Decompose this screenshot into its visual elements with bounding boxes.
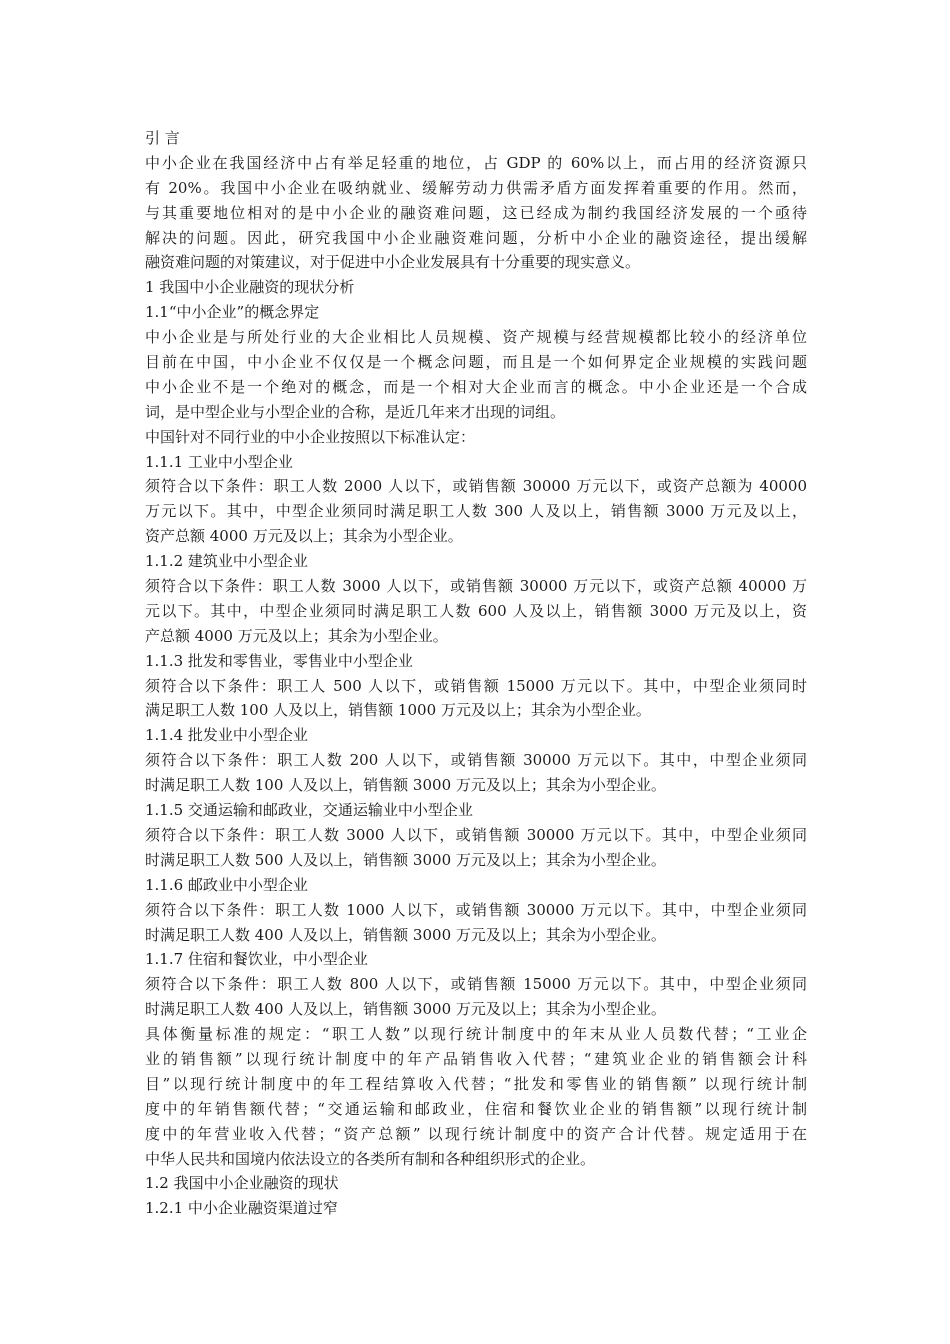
text-line: 元以下。其中，中型企业须同时满足职工人数 600 人及以上，销售额 3000 万元及以上，资 xyxy=(145,601,807,620)
text-line: 融资难问题的对策建议，对于促进中小企业发展具有十分重要的现实意义。 xyxy=(145,253,641,272)
text-line: 须符合以下条件：职工人数 3000 人以下，或销售额 30000 万元以下，或资产总额 40000 万 xyxy=(145,577,807,596)
text-line: 时满足职工人数 400 人及以上，销售额 3000 万元及以上；其余为小型企业。 xyxy=(145,1000,666,1019)
text-line: 1.1.7 住宿和餐饮业，中小型企业 xyxy=(145,950,368,969)
text-line: 1.1.6 邮政业中小型企业 xyxy=(145,875,308,894)
text-line: 万元以下。其中，中型企业须同时满足职工人数 300 人及以上，销售额 3000 万元及以上， xyxy=(145,502,807,521)
text-line: 须符合以下条件：职工人数 2000 人以下，或销售额 30000 万元以下，或资产总额为 40000 xyxy=(145,477,807,496)
text-line: 业的销售额”以现行统计制度中的年产品销售收入代替；“建筑业企业的销售额会计科 xyxy=(145,1049,807,1068)
text-line: 目”以现行统计制度中的年工程结算收入代替；“批发和零售业的销售额” 以现行统计制 xyxy=(145,1074,807,1093)
text-line: 1.1.3 批发和零售业，零售业中小型企业 xyxy=(145,651,413,670)
text-line: 引 言 xyxy=(145,129,180,147)
text-line: 须符合以下条件：职工人数 3000 人以下，或销售额 30000 万元以下。其中，中型企业须同 xyxy=(145,825,807,844)
text-line: 1.1“中小企业”的概念界定 xyxy=(145,303,320,322)
text-line: 须符合以下条件：职工人数 800 人以下，或销售额 15000 万元以下。其中，中型企业须同 xyxy=(145,975,807,994)
text-line: 中华人民共和国境内依法设立的各类所有制和各种组织形式的企业。 xyxy=(145,1149,596,1168)
text-line: 产总额 4000 万元及以上；其余为小型企业。 xyxy=(145,626,448,645)
text-line: 有 20%。我国中小企业在吸纳就业、缓解劳动力供需矛盾方面发挥着重要的作用。然而， xyxy=(145,178,807,197)
text-line: 中小企业在我国经济中占有举足轻重的地位，占 GDP 的 60%以上，而占用的经济资源只 xyxy=(145,153,807,172)
text-line: 词，是中型企业与小型企业的合称，是近几年来才出现的词组。 xyxy=(145,402,566,421)
text-line: 1.1.1 工业中小型企业 xyxy=(145,452,293,471)
text-line: 与其重要地位相对的是中小企业的融资难问题，这已经成为制约我国经济发展的一个亟待 xyxy=(145,203,807,222)
text-line: 目前在中国，中小企业不仅仅是一个概念问题，而且是一个如何界定企业规模的实践问题 xyxy=(145,353,807,372)
text-line: 资产总额 4000 万元及以上；其余为小型企业。 xyxy=(145,527,463,546)
text-line: 时满足职工人数 400 人及以上，销售额 3000 万元及以上；其余为小型企业。 xyxy=(145,925,666,944)
text-line: 1.2 我国中小企业融资的现状 xyxy=(145,1174,339,1193)
text-line: 中小企业是与所处行业的大企业相比人员规模、资产规模与经营规模都比较小的经济单位 xyxy=(145,328,807,347)
text-line: 1.1.2 建筑业中小型企业 xyxy=(145,552,308,571)
text-line: 须符合以下条件：职工人数 200 人以下，或销售额 30000 万元以下。其中，中型企业须同 xyxy=(145,751,807,770)
text-line: 中国针对不同行业的中小企业按照以下标准认定： xyxy=(145,427,476,446)
text-line: 须符合以下条件：职工人数 1000 人以下，或销售额 30000 万元以下。其中，中型企业须同 xyxy=(145,900,807,919)
text-line: 度中的年营业收入代替；“资产总额” 以现行统计制度中的资产合计代替。规定适用于在 xyxy=(145,1124,807,1143)
text-line: 具体衡量标准的规定：“职工人数”以现行统计制度中的年末从业人员数代替；“工业企 xyxy=(145,1025,807,1044)
text-line: 1 我国中小企业融资的现状分析 xyxy=(145,278,355,297)
text-line: 时满足职工人数 500 人及以上，销售额 3000 万元及以上；其余为小型企业。 xyxy=(145,850,666,869)
text-line: 1.1.4 批发业中小型企业 xyxy=(145,726,308,745)
text-line: 满足职工人数 100 人及以上，销售额 1000 万元及以上；其余为小型企业。 xyxy=(145,701,651,720)
text-line: 1.2.1 中小企业融资渠道过窄 xyxy=(145,1199,338,1218)
text-line: 1.1.5 交通运输和邮政业，交通运输业中小型企业 xyxy=(145,801,473,820)
text-line: 度中的年销售额代替；“交通运输和邮政业，住宿和餐饮业企业的销售额”以现行统计制 xyxy=(145,1099,807,1118)
text-line: 须符合以下条件：职工人 500 人以下，或销售额 15000 万元以下。其中，中型企业须同时 xyxy=(145,676,807,695)
text-line: 解决的问题。因此，研究我国中小企业融资难问题，分析中小企业的融资途径，提出缓解 xyxy=(145,228,807,247)
document-page xyxy=(145,126,807,1221)
text-line: 时满足职工人数 100 人及以上，销售额 3000 万元及以上；其余为小型企业。 xyxy=(145,776,666,795)
text-line: 中小企业不是一个绝对的概念，而是一个相对大企业而言的概念。中小企业还是一个合成 xyxy=(145,377,807,396)
